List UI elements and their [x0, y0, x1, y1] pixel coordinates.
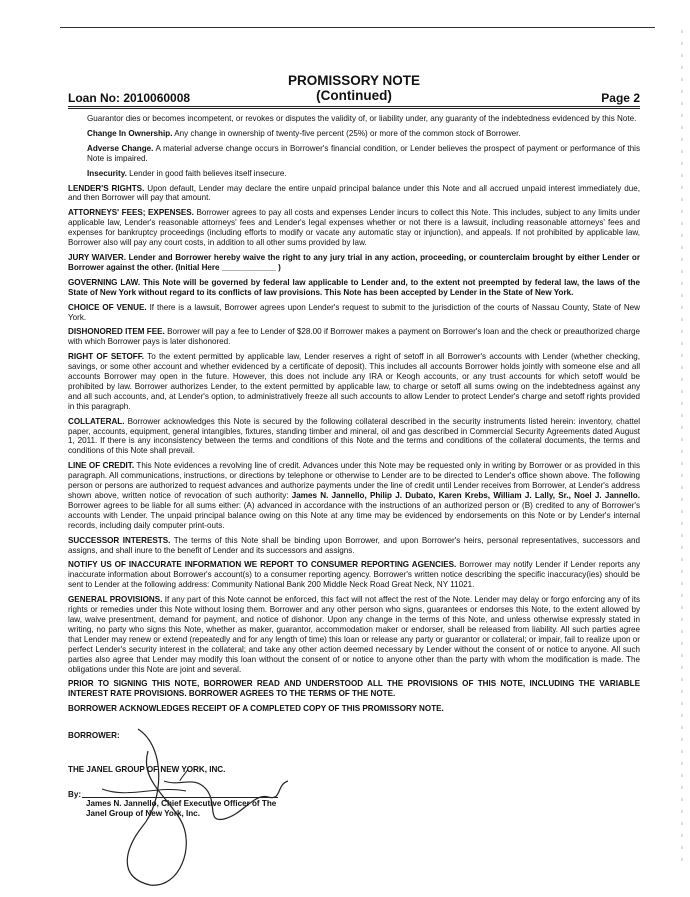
paragraph	[68, 169, 640, 179]
paragraph	[68, 114, 640, 124]
authorized-persons: James N. Jannello, Philip J. Dubato, Karen Krebs, William J. Lally, Sr., Noel J. Jannello.	[291, 491, 640, 500]
title-line-2: (Continued)	[316, 88, 392, 103]
signature-block	[68, 727, 640, 887]
paragraph-text: Any change in ownership of twenty-five percent (25%) or more of the common stock of Borrower.	[174, 128, 521, 138]
paragraph-text: The terms of this Note shall be binding upon Borrower, and upon Borrower's heirs, personal representatives, successors and assigns, and shall inure to the benefit of Lender and its successors and assigns.	[68, 535, 640, 555]
paragraph	[68, 352, 640, 411]
paragraph-heading: LENDER'S RIGHTS.	[68, 183, 145, 193]
loan-number: Loan No: 2010060008	[68, 91, 191, 105]
paragraph-heading: BORROWER ACKNOWLEDGES RECEIPT OF A COMPLETED COPY OF THIS PROMISSORY NOTE.	[68, 704, 444, 714]
paragraph-heading: GENERAL PROVISIONS.	[68, 595, 163, 605]
paragraph-heading: LINE OF CREDIT.	[68, 461, 135, 471]
paragraph-heading: JURY WAIVER.	[68, 252, 126, 262]
signature-line	[82, 797, 278, 798]
paragraph-heading: CHOICE OF VENUE.	[68, 302, 147, 312]
paragraph-heading: NOTIFY US OF INACCURATE INFORMATION WE REPORT TO CONSUMER REPORTING AGENCIES.	[68, 560, 457, 570]
paragraph-text: Borrower may notify Lender if Lender reports any inaccurate information about Borrower's account(s) to a consumer reporting agency. Borrower's written notice describing the specific inaccuracy(ies) should be sent to Lender at the following address: Community National Bank 200 Middle Neck Road Great Neck, NY 11021.	[68, 560, 641, 590]
paragraph	[68, 129, 640, 139]
paragraph-text: A material adverse change occurs in Borrower's financial condition, or Lender believes the prospect of payment or performance of this Note is impaired.	[87, 143, 640, 163]
paragraph-text: Borrower agrees to pay all costs and expenses Lender incurs to collect this Note. This includes, subject to any limits under applicable law, Lender's reasonable attorneys' fees and Lender's legal expenses whether or not there is a lawsuit, including reasonable attorneys' fees and expenses for bankruptcy proceedings (including efforts to modify or vacate any automatic stay or injunction), and appeals. If not prohibited by applicable law, Borrower also will pay any court costs, in addition to all other sums provided by law.	[68, 208, 640, 248]
signer-title-line-2: Janel Group of New York, Inc.	[86, 809, 200, 818]
top-rule	[60, 27, 655, 28]
paragraph-heading: RIGHT OF SETOFF.	[68, 352, 145, 362]
paragraph-text: Guarantor dies or becomes incompetent, or revokes or disputes the validity of, or liability under, any guaranty of the indebtedness evidenced by this Note.	[87, 114, 637, 123]
paragraph	[68, 461, 640, 530]
paragraph	[68, 536, 640, 556]
page-header	[68, 73, 640, 105]
paragraph	[68, 253, 640, 273]
borrower-company-name: THE JANEL GROUP OF NEW YORK, INC.	[68, 765, 226, 774]
note-body	[68, 114, 640, 719]
paragraph-text-continued: Borrower agrees to be liable for all sums either: (A) advanced in accordance with the instructions of an authorized person or (B) credited to any of Borrower's accounts with Lender. The unpaid principal balance owing on this Note at any time may be evidenced by endorsements on this Note or by Lender's internal records, including daily computer print-outs.	[68, 500, 640, 530]
document-title	[68, 73, 640, 103]
paragraph	[68, 327, 640, 347]
paragraph-heading: PRIOR TO SIGNING THIS NOTE, BORROWER READ AND UNDERSTOOD ALL THE PROVISIONS OF THIS NOTE, INCLUDING THE VARIABLE INTEREST RATE PROVISIONS. BORROWER AGREES TO THE TERMS OF THE NOTE.	[68, 679, 640, 699]
paragraph-text: To the extent permitted by applicable law, Lender reserves a right of setoff in all Borrower's accounts with Lender (whether checking, savings, or some other account and whether evidenced by a certificate of deposit). This includes all accounts Borrower holds jointly with someone else and all accounts Borrower may open in the future. However, this does not include any IRA or Keogh accounts, or any trust accounts for which setoff would be prohibited by law. Borrower authorizes Lender, to the extent permitted by applicable law, to charge or setoff all sums owing on the indebtedness against any and all such accounts, and, at Lender's option, to administratively freeze all such accounts to allow Lender to protect Lender's charge and setoff rights provided in this paragraph.	[68, 352, 640, 411]
paragraph-text: If any part of this Note cannot be enforced, this fact will not affect the rest of the Note. Lender may delay or forgo enforcing any of its rights or remedies under this Note without losing them. Borrower and any other person who signs, guarantees or endorses this Note, to the extent allowed by law, waive presentment, demand for payment, and notice of dishonor. Upon any change in the terms of this Note, and unless otherwise expressly stated in writing, no party who signs this Note, whether as maker, guarantor, accommodation maker or endorser, shall be released from liability. All such parties agree that Lender may renew or extend (repeatedly and for any length of time) this loan or release any party or guarantor or collateral; or impair, fail to realize upon or perfect Lender's security interest in the collateral; and take any other action deemed necessary by Lender without the consent of or notice to anyone. All such parties also agree that Lender may modify this loan without the consent of or notice to anyone other than the party with whom the modification is made. The obligations under this Note are joint and several.	[68, 595, 640, 674]
paragraph-heading: Adverse Change.	[87, 143, 154, 153]
paragraph-text: Lender in good faith believes itself insecure.	[129, 168, 287, 178]
paragraph-heading: GOVERNING LAW.	[68, 277, 141, 287]
paragraph	[68, 679, 640, 699]
paragraph	[68, 144, 640, 164]
paragraph-heading: Change In Ownership.	[87, 128, 173, 138]
paragraph-text: Borrower acknowledges this Note is secured by the following collateral described in the security instruments listed herein: inventory, chattel paper, accounts, equipment, general intangibles, fixtures, standing timber and mineral, oil and gas described in Commercial Security Agreements dated August 1, 2011. If there is any inconsistency between the terms and conditions of this Note and the terms and conditions of the collateral documents, the terms and conditions of this Note shall prevail.	[68, 416, 640, 456]
paragraph-heading: COLLATERAL.	[68, 416, 125, 426]
paragraph-heading: SUCCESSOR INTERESTS.	[68, 535, 171, 545]
paragraph-text: Upon default, Lender may declare the entire unpaid principal balance under this Note and all accrued unpaid interest immediately due, and then Borrower will pay that amount.	[68, 183, 641, 203]
paragraph	[68, 595, 640, 674]
header-rule	[68, 106, 640, 109]
paragraph	[68, 303, 640, 323]
paragraph	[68, 278, 640, 298]
scan-edge-marks	[678, 30, 686, 870]
by-label: By:	[68, 790, 82, 799]
paragraph-text: This Note will be governed by federal law applicable to Lender and, to the extent not preempted by federal law, the laws of the State of New York without regard to its conflicts of law provisions. This Note has been accepted by Lender in the State of New York.	[68, 277, 641, 297]
paragraph-heading: ATTORNEYS' FEES; EXPENSES.	[68, 208, 194, 218]
borrower-label: BORROWER:	[68, 731, 120, 740]
paragraph	[68, 417, 640, 457]
paragraph-text: This Note evidences a revolving line of credit. Advances under this Note may be requested only in writing by Borrower or as provided in this paragraph. All communications, instructions, or directions by telephone or otherwise to Lender are to be directed to Lender's office shown above. The following person or persons are authorized to request advances and authorize payments under the line of credit until Lender receives from Borrower, at Lender's address shown above, written notice of revocation of such authority:	[68, 461, 640, 500]
paragraph-heading: DISHONORED ITEM FEE.	[68, 327, 165, 337]
signer-title-line-1: James N. Jannello, Chief Executive Officer of The	[86, 799, 277, 808]
paragraph-heading: Insecurity.	[87, 168, 127, 178]
paragraph	[68, 184, 640, 204]
paragraph-text: If there is a lawsuit, Borrower agrees upon Lender's request to submit to the jurisdiction of the courts of Nassau County, State of New York.	[68, 302, 641, 322]
paragraph	[68, 704, 640, 714]
page-number: Page 2	[601, 91, 640, 105]
paragraph-text: Lender and Borrower hereby waive the right to any jury trial in any action, proceeding, or counterclaim brought by either Lender or Borrower against the other. (Initial Here ____________ )	[68, 252, 640, 272]
paragraph	[68, 560, 640, 590]
paragraph	[68, 208, 640, 248]
title-line-1: PROMISSORY NOTE	[287, 73, 421, 88]
paragraph-text: Borrower will pay a fee to Lender of $28.00 if Borrower makes a payment on Borrower's loan and the check or preauthorized charge with which Borrower pays is later dishonored.	[68, 327, 641, 347]
